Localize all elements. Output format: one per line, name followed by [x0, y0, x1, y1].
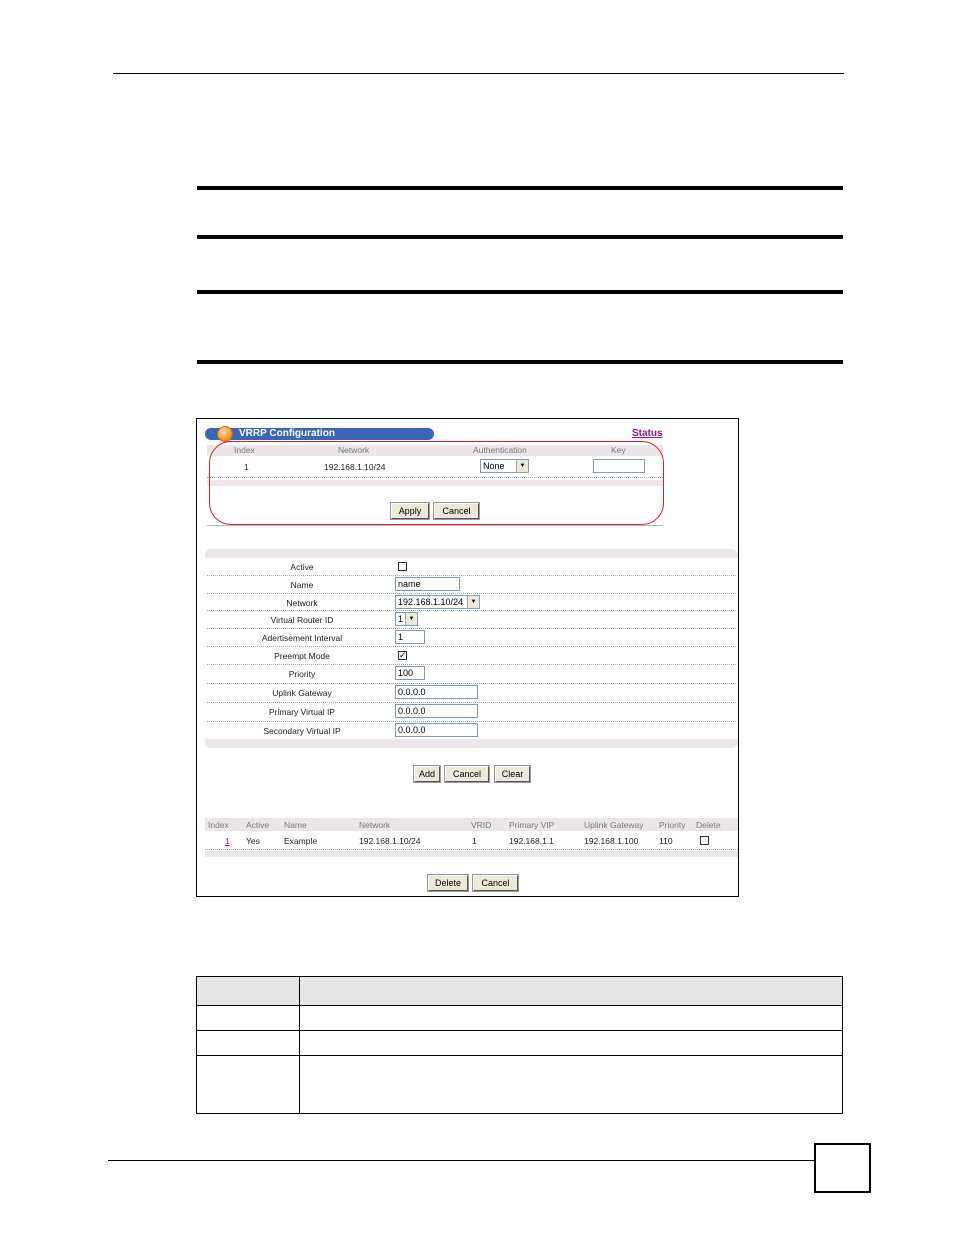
apply-button[interactable]: Apply [391, 503, 429, 519]
table-cell [300, 977, 843, 1006]
preempt-checkbox[interactable]: ✓ [399, 650, 407, 660]
row-network: 192.168.1.10/24 [324, 462, 386, 472]
network-select[interactable]: 192.168.1.10/24 ▼ [395, 595, 480, 609]
authentication-select[interactable]: None ▼ [480, 459, 529, 473]
list-row-vrid: 1 [472, 836, 477, 846]
clear-button[interactable]: Clear [495, 766, 530, 782]
primary-vip-input[interactable]: 0.0.0.0 [395, 704, 478, 718]
table-cell [197, 1031, 300, 1056]
add-button[interactable]: Add [414, 766, 440, 782]
list-col-vrid: VRID [471, 820, 492, 830]
list-col-index: Index [208, 820, 229, 830]
list-row-index-link[interactable]: 1 [225, 836, 230, 846]
chevron-down-icon: ▼ [405, 613, 417, 625]
divider [207, 575, 736, 576]
table-cell [300, 1006, 843, 1031]
divider [205, 849, 738, 850]
divider [207, 628, 736, 629]
uplink-input[interactable]: 0.0.0.0 [395, 685, 478, 699]
row-index: 1 [244, 462, 249, 472]
adv-interval-label: Adertisement Interval [261, 633, 343, 643]
form-cancel-button[interactable]: Cancel [445, 766, 489, 782]
chevron-down-icon: ▼ [516, 460, 528, 472]
divider [207, 702, 736, 703]
col-key: Key [611, 445, 626, 455]
col-network: Network [338, 445, 370, 455]
network-label: Network [286, 598, 318, 608]
name-label: Name [290, 580, 314, 590]
list-col-delete: Delete [696, 820, 721, 830]
list-row-priority: 110 [659, 836, 673, 846]
list-row-primary-vip: 192.168.1.1 [509, 836, 554, 846]
table-row [197, 1056, 843, 1114]
name-input[interactable]: name [395, 577, 460, 591]
section-rule [197, 290, 843, 294]
list-col-primary-vip: Primary VIP [509, 820, 555, 830]
col-authentication: Authentication [473, 445, 527, 455]
description-table [196, 976, 843, 1114]
top-cancel-button[interactable]: Cancel [434, 503, 479, 519]
secondary-vip-input[interactable]: 0.0.0.0 [395, 723, 478, 737]
section-rule [197, 235, 843, 239]
list-col-active: Active [246, 820, 270, 830]
list-cancel-button[interactable]: Cancel [473, 875, 518, 891]
list-col-network: Network [359, 820, 391, 830]
header-rule [113, 73, 844, 74]
vrrp-screenshot [196, 418, 739, 897]
divider [207, 721, 736, 722]
preempt-label: Preempt Mode [274, 651, 330, 661]
active-checkbox[interactable] [398, 562, 407, 571]
priority-input[interactable]: 100 [395, 666, 425, 680]
divider [207, 646, 736, 647]
active-label: Active [290, 562, 314, 572]
table-cell [197, 1056, 300, 1114]
secondary-vip-label: Secondary Virtual IP [263, 726, 341, 736]
section-rule [197, 186, 843, 190]
adv-interval-input[interactable]: 1 [395, 630, 425, 644]
footer-rule [108, 1160, 815, 1161]
vrid-select[interactable]: 1 ▼ [395, 612, 418, 626]
primary-vip-label: Primary Virtual IP [269, 707, 335, 717]
list-row-active: Yes [246, 836, 260, 846]
form-band [205, 739, 738, 748]
delete-button[interactable]: Delete [428, 875, 468, 891]
list-row-uplink: 192.168.1.100 [584, 836, 639, 846]
table-row [197, 1031, 843, 1056]
priority-label: Priority [288, 669, 316, 679]
col-index: Index [234, 445, 255, 455]
page-number-box [814, 1143, 871, 1193]
divider [207, 525, 663, 526]
table-row [197, 1006, 843, 1031]
list-col-name: Name [284, 820, 307, 830]
list-col-priority: Priority [659, 820, 686, 830]
chevron-down-icon: ▼ [467, 596, 479, 608]
section-rule [197, 360, 843, 364]
band [205, 851, 738, 857]
table-cell [300, 1056, 843, 1114]
divider [207, 664, 736, 665]
vrid-label: Virtual Router ID [270, 615, 334, 625]
divider [207, 610, 736, 611]
page-title: VRRP Configuration [205, 428, 434, 440]
highlight-callout [209, 441, 664, 525]
divider [207, 683, 736, 684]
uplink-label: Uplink Gateway [272, 688, 332, 698]
list-row-network: 192.168.1.10/24 [359, 836, 421, 846]
table-cell [197, 977, 300, 1006]
list-row-delete-checkbox[interactable] [700, 836, 709, 845]
form-band [205, 549, 738, 558]
table-cell [300, 1031, 843, 1056]
table-cell [197, 1006, 300, 1031]
divider [207, 593, 736, 594]
list-row-name: Example [284, 836, 318, 846]
title-orb-icon [217, 426, 233, 442]
status-link[interactable]: Status [632, 428, 663, 439]
table-header-row [197, 977, 843, 1006]
list-col-uplink: Uplink Gateway [584, 820, 644, 830]
